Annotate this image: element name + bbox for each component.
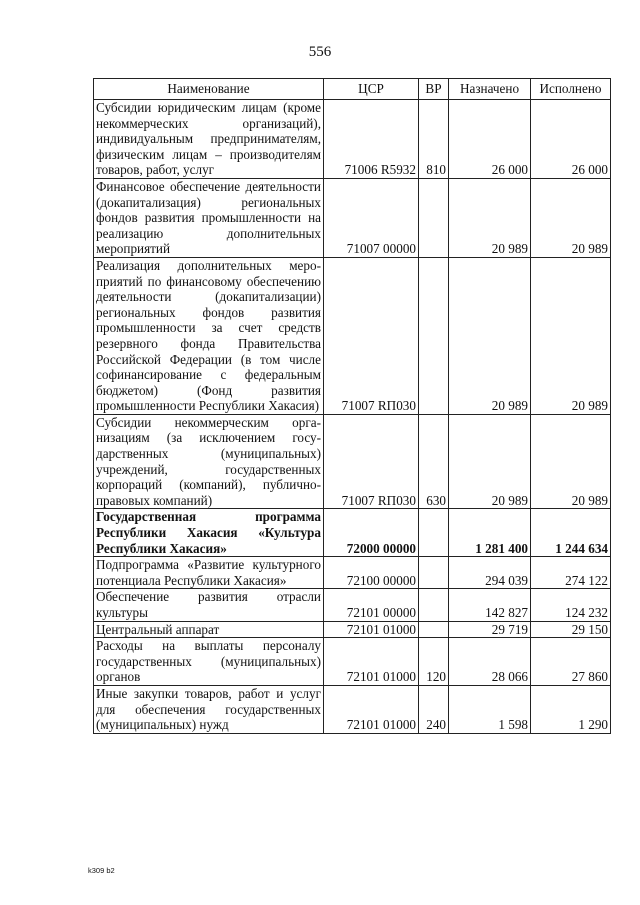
header-assigned: Назначено (449, 79, 531, 100)
row-vr (419, 509, 449, 557)
row-name: Субсидии юридическим лицам (кроме некоммерческих организаций), индивидуальным предпринимателям, физическим лицам – производителям товаров, работ, услуг (94, 100, 324, 179)
budget-table (93, 78, 611, 734)
row-vr (419, 557, 449, 589)
table-row (94, 621, 611, 638)
table-row (94, 589, 611, 621)
row-vr (419, 589, 449, 621)
row-assigned: 29 719 (449, 621, 531, 638)
row-csr: 72101 01000 (324, 638, 419, 686)
footer-code: k309 b2 (88, 866, 115, 875)
table-row (94, 557, 611, 589)
header-vr: ВР (419, 79, 449, 100)
row-assigned: 20 989 (449, 178, 531, 257)
row-assigned: 294 039 (449, 557, 531, 589)
row-executed: 29 150 (531, 621, 611, 638)
row-name: Подпрограмма «Развитие культурного потенциала Республики Хакасия» (94, 557, 324, 589)
row-csr: 72100 00000 (324, 557, 419, 589)
row-executed: 20 989 (531, 178, 611, 257)
row-executed: 274 122 (531, 557, 611, 589)
row-vr: 810 (419, 100, 449, 179)
row-name: Иные закупки товаров, работ и услуг для обеспечения государственных (муниципальных) нужд (94, 685, 324, 733)
table-row (94, 685, 611, 733)
table-row (94, 178, 611, 257)
row-assigned: 1 281 400 (449, 509, 531, 557)
row-name: Расходы на выплаты персоналу государственных (муниципальных) органов (94, 638, 324, 686)
table-row-program (94, 509, 611, 557)
row-assigned: 20 989 (449, 414, 531, 509)
row-vr (419, 257, 449, 414)
row-assigned: 142 827 (449, 589, 531, 621)
table-row (94, 257, 611, 414)
header-csr: ЦСР (324, 79, 419, 100)
row-assigned: 1 598 (449, 685, 531, 733)
row-name: Финансовое обеспечение деятельности (докапитализация) региональных фондов развития промышленности на реализацию дополнительных мероприятий (94, 178, 324, 257)
row-csr: 71007 RП030 (324, 414, 419, 509)
row-assigned: 28 066 (449, 638, 531, 686)
row-assigned: 20 989 (449, 257, 531, 414)
header-name: Наименование (94, 79, 324, 100)
row-executed: 20 989 (531, 257, 611, 414)
row-csr: 72101 01000 (324, 621, 419, 638)
row-csr: 72101 01000 (324, 685, 419, 733)
row-name: Государственная программа Республики Хакасия «Культура Республики Хакасия» (94, 509, 324, 557)
row-executed: 26 000 (531, 100, 611, 179)
row-executed: 1 290 (531, 685, 611, 733)
row-vr: 240 (419, 685, 449, 733)
row-vr: 120 (419, 638, 449, 686)
page-number: 556 (308, 44, 332, 60)
header-executed: Исполнено (531, 79, 611, 100)
row-assigned: 26 000 (449, 100, 531, 179)
row-name: Субсидии некоммерческим организациям (за исключением государственных (муниципальных) учреждений, государственных корпораций (компаний), публично-правовых компаний) (94, 414, 324, 509)
row-csr: 71007 00000 (324, 178, 419, 257)
row-executed: 124 232 (531, 589, 611, 621)
row-executed: 20 989 (531, 414, 611, 509)
table-row (94, 638, 611, 686)
row-csr: 71007 RП030 (324, 257, 419, 414)
row-vr (419, 178, 449, 257)
table-row (94, 100, 611, 179)
table-header-row (94, 79, 611, 100)
row-name: Центральный аппарат (94, 621, 324, 638)
row-vr (419, 621, 449, 638)
row-vr: 630 (419, 414, 449, 509)
table-row (94, 414, 611, 509)
row-executed: 1 244 634 (531, 509, 611, 557)
row-name: Реализация дополнительных мероприятий по финансовому обеспечению деятельности (докапитализации) региональных фондов развития промышленности за счет средств резервного фонда Правительства Российской Федерации (в том числе софинансирование с федеральным бюджетом) (Фонд развития промышленности Республики Хакасия) (94, 257, 324, 414)
row-csr: 72101 00000 (324, 589, 419, 621)
row-csr: 71006 R5932 (324, 100, 419, 179)
row-executed: 27 860 (531, 638, 611, 686)
row-csr: 72000 00000 (324, 509, 419, 557)
row-name: Обеспечение развития отрасли культуры (94, 589, 324, 621)
